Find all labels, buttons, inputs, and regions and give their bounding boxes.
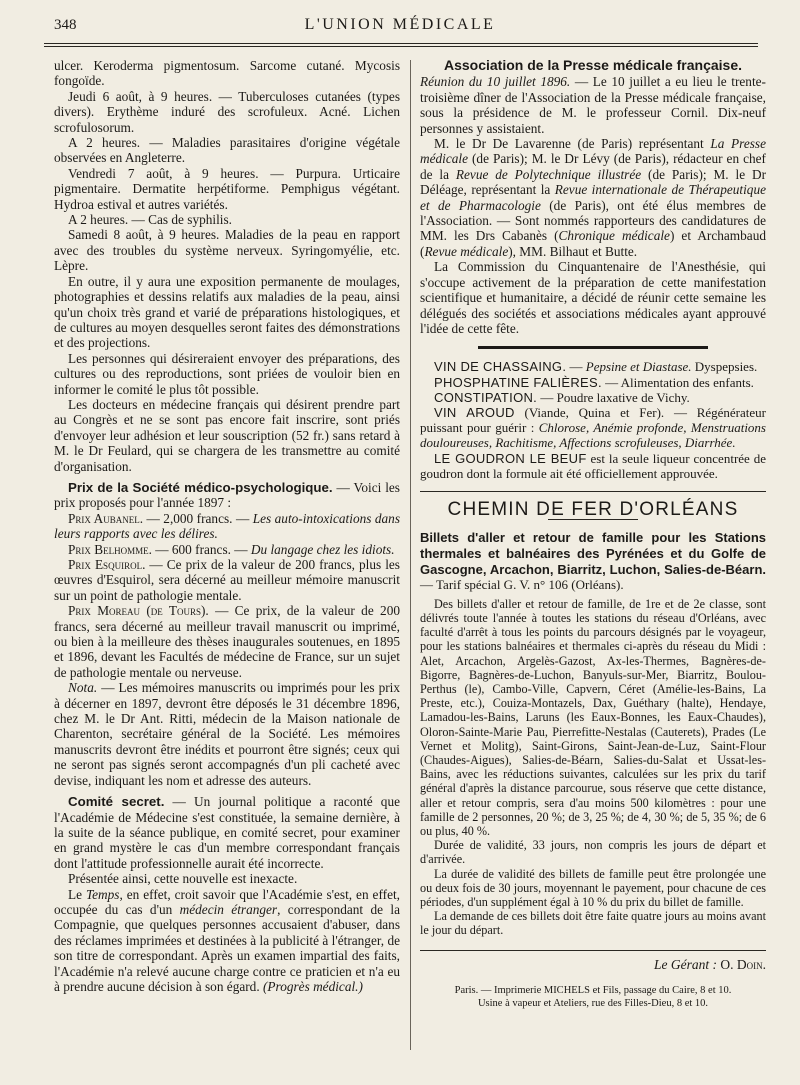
ad-constipation: CONSTIPATION. — Poudre laxative de Vichy.	[434, 389, 690, 405]
ad-chassaing: VIN DE CHASSAING. — Pepsine et Diastase. Dyspepsies.	[434, 359, 758, 375]
congress-p3: A 2 heures. — Maladies parasitaires d'origine végétale observées en Angleterre.	[54, 135, 400, 166]
gerant-name: O. Doin.	[720, 956, 766, 972]
billets-p3: La durée de validité des billets de famille peut être prolongée une ou deux fois de 30 jours, moyennant le payement, pour chacune de ces périodes, d'un supplément égal à 10 % du prix du billet de famille.	[420, 866, 766, 909]
ads-block	[420, 359, 766, 481]
assoc-title: Association de la Presse médicale française.	[443, 57, 743, 73]
page-number: 348	[54, 17, 77, 33]
railway-title: CHEMIN DE FER D'ORLÉANS	[447, 498, 739, 520]
page-header	[40, 12, 760, 42]
assoc-p2: M. le Dr De Lavarenne (de Paris) représentant La Presse médicale (de Paris); M. le Dr Lévy (de Paris), rédacteur en chef de la Revue de Polytechnique illustrée (de Paris); M. le Dr Déléage, représentant la Revue internationale de Thérapeutique et de Pharmacologie (de Paris), ont été élus membres de l'Association. — Sont nommés rapporteurs des candidatures de MM. les Drs Cabanès (Chronique médicale) et Archambaud (Revue médicale), MM. Bilhaut et Butte.	[420, 136, 767, 259]
prix-title: Prix de la Société médico-psychologique.	[68, 479, 333, 495]
assoc-p3: La Commission du Cinquantenaire de l'Anesthésie, qui s'occupe activement de la préparation de cette manifestation scientifique et humanitaire, a décidé de réunir cette semaine les délégués des sociétés et associations médicales ayant approuvé l'idée de cette fête.	[420, 259, 766, 336]
column-divider	[410, 60, 411, 1050]
comite-p2: Présentée ainsi, cette nouvelle est inexacte.	[68, 871, 298, 887]
congress-p1: ulcer. Keroderma pigmentosum. Sarcome cutané. Mycosis fongoïde.	[54, 58, 400, 89]
congress-p5: A 2 heures. — Cas de syphilis.	[68, 212, 232, 228]
congress-p8: Les personnes qui désireraient envoyer des préparations, des cultures ou des reproductions, sont priées de vouloir bien en informer le comité le plus tôt possible.	[54, 350, 400, 397]
ad-goudron: LE GOUDRON LE BEUF est la seule liqueur concentrée de goudron dont la formule ait été officiellement approuvée.	[420, 450, 766, 481]
prix-esquirol: Prix Esquirol. — Ce prix de la valeur de 200 francs, plus les œuvres d'Esquirol, sera décerné au meilleur mémoire manuscrit sur un point de pathologie mentale.	[54, 557, 400, 603]
comite-source: (Progrès médical.)	[262, 978, 363, 994]
assoc-p1: Réunion du 10 juillet 1896. — Le 10 juillet a eu lieu le trente-troisième dîner de l'Association de la Presse médicale française, sous la présidence de M. le professeur Cornil. Dix-neuf personnes y assistaient.	[420, 74, 766, 136]
header-rule	[44, 43, 758, 44]
printer-imprint: Paris. — Imprimerie MICHELS et Fils, passage du Caire, 8 et 10. Usine à vapeur et Ateliers, rue des Filles-Dieu, 8 et 10.	[454, 985, 732, 1009]
right-column	[420, 58, 766, 1010]
billets-heading: Billets d'aller et retour de famille pour les Stations thermales et balnéaires des Pyrénées et du Golfe de Gascogne, Arcachon, Biarritz, Luchon, Salies-de-Béarn. — Tarif spécial G. V. n° 106 (Orléans).	[420, 530, 766, 593]
comite-title: Comité secret.	[68, 794, 165, 810]
billets-p2: Durée de validité, 33 jours, non compris les jours de départ et d'arrivée.	[420, 838, 766, 867]
left-column	[54, 58, 400, 994]
ad-phosphatine: PHOSPHATINE FALIÈRES. — Alimentation des enfants.	[434, 374, 754, 390]
ads-rule	[478, 346, 708, 349]
billets-p4: La demande de ces billets doit être faite quatre jours au moins avant le jour du départ.	[420, 909, 766, 938]
comite-section: Comité secret. — Un journal politique a raconté que l'Académie de Médecine s'est constituée, la semaine dernière, à la suite de la séance publique, en comité secret, pour examiner en grand mystère le cas d'un membre correspondant français dont l'attitude professionnelle aurait été incorrecte.	[54, 794, 400, 871]
congress-p2: Jeudi 6 août, à 9 heures. — Tuberculoses cutanées (types divers). Erythème induré des scrofuleux. Acné. Lichen scrofulosorum.	[54, 88, 400, 135]
congress-p9: Les docteurs en médecine français qui désirent prendre part au Congrès et ne se sont pas encore fait inscrire, sont priés d'envoyer leur adhésion et leur souscription (52 fr.) sans retard à M. le Dr Feulard, qui se chargera de les transmettre au comité d'organisation.	[54, 396, 400, 474]
billets-body	[420, 597, 766, 938]
comite-p3: Le Temps, en effet, croit savoir que l'Académie s'est, en effet, occupée du cas d'un médecin étranger, correspondant de la Compagnie, que quelques personnes accusaient d'abuser, dans des réclames imprimées et destinées à la publicité à l'étranger, de son titre de correspondant. Après un examen impartial des faits, l'Académie n'a relevé aucune charge contre ce praticien et n'a eu à prendre aucune décision à son égard. (Progrès médical.)	[54, 886, 401, 994]
gerant-line: Le Gérant : O. Doin.	[654, 956, 766, 972]
congress-p4: Vendredi 7 août, à 9 heures. — Purpura. Urticaire pigmentaire. Dermatite herpétiforme. Pemphigus végétant. Hydroa estival et autres variétés.	[54, 165, 400, 212]
prix-moreau: Prix Moreau (de Tours). — Ce prix, de la valeur de 200 francs, sera décerné au meilleur travail manuscrit ou imprimé, ou bien à la meilleure des thèses inaugurales soutenues, en 1895 et 1896, devant les Facultés de médecine de France, sur un sujet de pathologie mentale ou nerveuse.	[54, 603, 400, 680]
journal-title: L'UNION MÉDICALE	[304, 16, 496, 33]
prix-aubanel: Prix Aubanel. — 2,000 francs. — Les auto-intoxications dans leurs rapports avec les délires.	[54, 510, 400, 542]
railway-rule	[420, 491, 766, 492]
congress-p7: En outre, il y aura une exposition permanente de moulages, photographies et dessins relatifs aux maladies de la peau, ainsi qu'un choix très grand et varié de préparations histologiques, et de cultures au moyen desquelles seront faites des démonstrations et des projections.	[54, 273, 400, 351]
prix-belhomme: Prix Belhomme. — 600 francs. — Du langage chez les idiots.	[68, 541, 395, 557]
prix-section: Prix de la Société médico-psychologique. — Voici les prix proposés pour l'année 1897 :	[54, 479, 400, 511]
ad-vin-aroud: VIN AROUD (Viande, Quina et Fer). — Régénérateur puissant pour guérir : Chlorose, Anémie profonde, Menstruations douloureuses, Rachitisme, Affections scrofuleuses, Diarrhée.	[420, 404, 766, 451]
footer-rule	[420, 950, 766, 951]
header-rule-thin	[44, 46, 758, 47]
billets-p1: Des billets d'aller et retour de famille, de 1re et de 2e classe, sont délivrés toute l'année à toutes les stations du réseau d'Orléans, avec faculté d'arrêt à tous les points du parcours désignés par le voyageur, pour les stations balnéaires et thermales ci-après du réseau du Midi : Alet, Arcachon, Argelès-Gazost, Ax-les-Thermes, Bagnères-de-Bigorre, Bagnères-de-Luchon, Banyuls-sur-Mer, Biarritz, Boulou-Perthus (le), Cambo-Ville, Capvern, Céret (Amélie-les-Bains, La Preste, etc.), Couiza-Montazels, Dax, Guéthary (halte), Hendaye, Lamadou-les-Bains, Laruns (les Eaux-Bonnes, les Eaux-Chaudes), Oloron-Sainte-Marie Pau, Pierrefitte-Nestalas (Cauterets), Prades (Le Vernet et Molitg), Saint-Girons, Saint-Jean-de-Luz, Saint-Flour (Chaudes-Aigues), Salies-de-Béarn, Salies-du-Salat et Ussat-les-Bains, avec les réductions suivantes, calculées sur les prix du tarif général d'après la distance parcourue, sous réserve que cette distance, aller et retour compris, sera d'au moins 500 kilomètres : pour une famille de 2 personnes, 20 %; de 3, 25 %; de 4, 30 %; de 5, 35 %; de 6 ou plus, 40 %.	[420, 596, 766, 838]
prix-nota: Nota. — Les mémoires manuscrits ou imprimés pour les prix à décerner en 1897, devront être déposés le 31 décembre 1896, chez M. le Dr Ant. Ritti, médecin de la Maison nationale de Charenton, secrétaire général de la Société. Les mémoires manuscrits devront être inédits et pourront être signés; ceux qui ne seront pas signés seront accompagnés d'un pli cacheté avec devise, indiquant les nom et adresse des auteurs.	[54, 680, 400, 788]
congress-p6: Samedi 8 août, à 9 heures. Maladies de la peau en rapport avec des troubles du système nerveux. Syringomyélie, etc. Lèpre.	[54, 227, 400, 274]
